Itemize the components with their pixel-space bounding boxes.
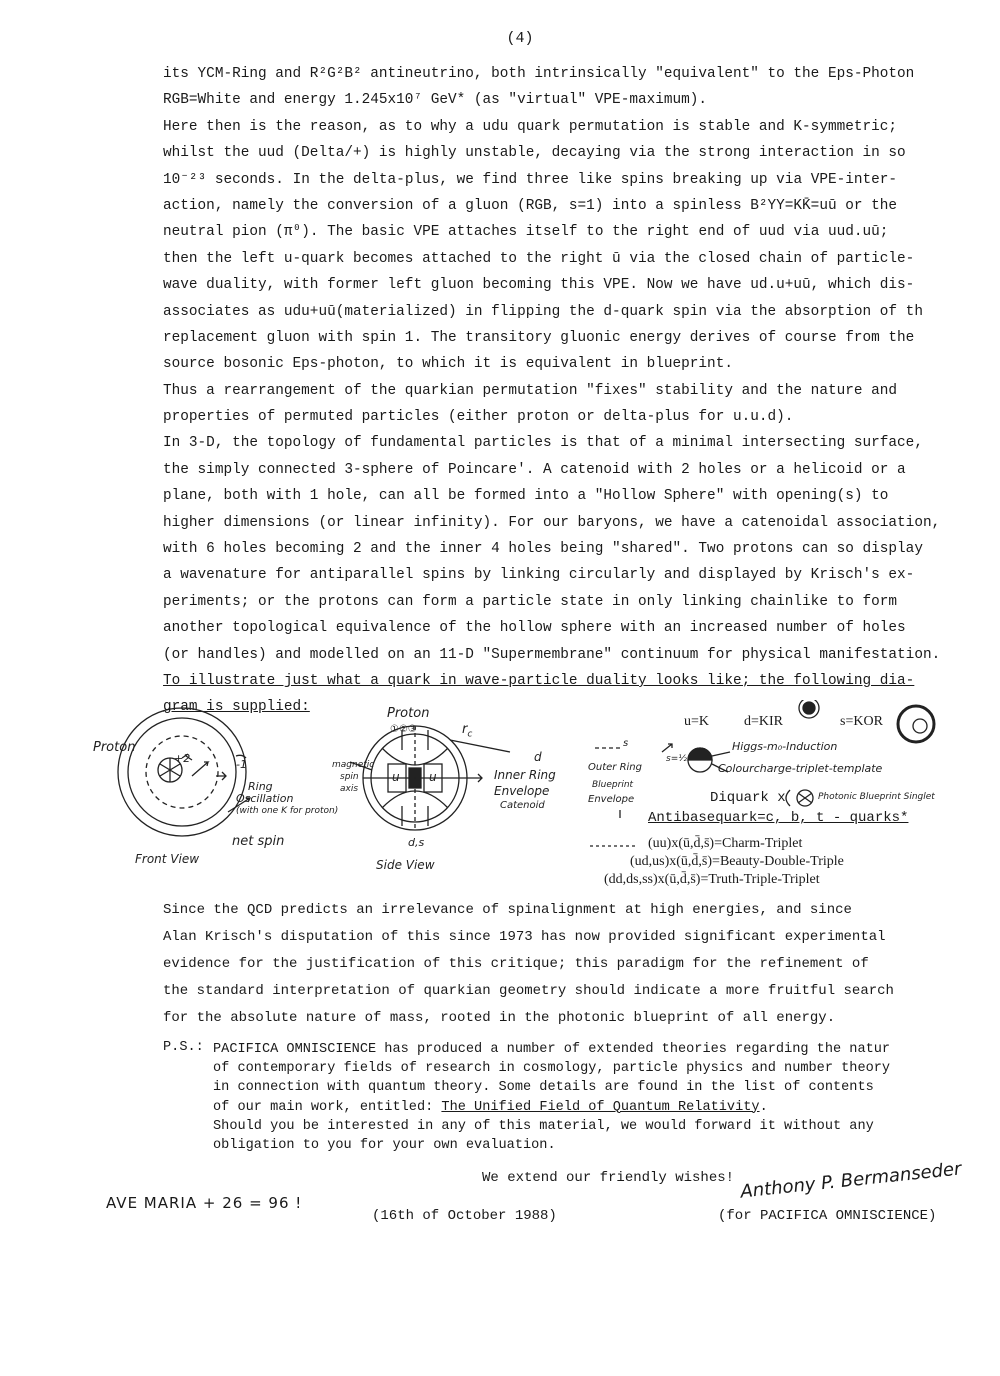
outer-ring-label: Envelope (588, 794, 635, 805)
text-line: a wavenature for antiparallel spins by linking circularly and displayed by Krisch's ex- (163, 567, 915, 584)
text-line: Alan Krisch's disputation of this since 1973 has now provided significant experimental (163, 929, 886, 945)
front-caption: Front View (135, 852, 200, 866)
text-line: associates as udu+uū(materialized) in flipping the d-quark spin via the absorption of th (163, 303, 923, 320)
ring-osc-label: Ring (248, 780, 273, 793)
text-line: (or handles) and modelled on an 11-D "Supermembrane" continuum for physical manifestation. (163, 646, 941, 663)
for-organization: (for PACIFICA OMNISCIENCE) (718, 1208, 937, 1224)
ps-line: of our main work, entitled: The Unified Field of Quantum Relativity. (213, 1099, 768, 1115)
signature: Anthony P. Bermanseder (739, 1158, 963, 1203)
colour-label: Colourcharge-triplet-template (718, 762, 883, 775)
magnetic-label: spin (340, 772, 359, 782)
body-text-bottom (163, 897, 943, 1032)
text-line: for the absolute nature of mass, rooted in the photonic blueprint of all energy. (163, 1010, 836, 1026)
side-top-label: ①②③ (390, 724, 417, 735)
outer-ring-label: Blueprint (592, 780, 634, 790)
inner-ring-label: Envelope (494, 784, 550, 798)
text-line: wave duality, with former left gluon becoming this VPE. Now we have ud.u+uū, which dis- (163, 277, 915, 294)
ring-osc-label: Oscillation (236, 792, 294, 805)
inner-ring-label: Catenoid (500, 800, 545, 811)
charm-triplet: (uu)x(ū,d̄,s̄)=Charm-Triplet (648, 836, 803, 851)
diquark-brace (786, 790, 790, 806)
text-line: source bosonic Eps-photon, to which it is equivalent in blueprint. (163, 356, 733, 373)
text-line-underlined: gram is supplied: (163, 699, 310, 716)
inner-ring-label: Inner Ring (494, 768, 556, 782)
ps-label: P.S.: (163, 1040, 204, 1055)
text-line: neutral pion (π⁰). The basic VPE attaches itself to the right end of uud via uud.uū; (163, 224, 889, 241)
truth-triplet: (dd,ds,ss)x(ū,d̄,s̄)=Truth-Triple-Triplet (604, 872, 820, 887)
u-left-label: u (392, 770, 400, 784)
text-line: Thus a rearrangement of the quarkian permutation "fixes" stability and the nature and (163, 382, 898, 399)
diquark-label: Diquark x (710, 790, 786, 806)
photonic-label: Photonic Blueprint Singlet (818, 792, 935, 802)
envelope-arrow (467, 774, 482, 782)
ps-line: obligation to you for your own evaluation. (213, 1137, 556, 1153)
ave-maria-note: AVE MARIA + 26 = 96 ! (106, 1194, 303, 1212)
magnetic-label: magnetic (332, 760, 375, 770)
antibase-label: Antibasequark=c, b, t - quarks* (648, 810, 909, 826)
skor-label: s=KOR (840, 714, 883, 729)
side-bottom-label: d,s (408, 836, 425, 849)
uk-label: u=K (684, 714, 710, 729)
rc-label: $r_c$ (462, 722, 473, 740)
front-title: Proton (93, 740, 136, 755)
work-title: The Unified Field of Quantum Relativity (441, 1099, 760, 1115)
text-line: evidence for the justification of this critique; this paradigm for the refinement of (163, 956, 869, 972)
text-line: plane, both with 1 hole, can all be formed into a "Hollow Sphere" with opening(s) to (163, 488, 889, 505)
side-caption: Side View (376, 858, 435, 872)
higgs-label: Higgs-m₀-Induction (732, 740, 838, 753)
proton-diagram (90, 700, 950, 890)
body-text-top (163, 61, 943, 721)
side-title: Proton (387, 706, 430, 721)
text-line: 10⁻²³ seconds. In the delta-plus, we find three like spins breaking up via VPE-inter- (163, 171, 898, 188)
closing-text: We extend our friendly wishes! (482, 1170, 735, 1186)
text-line: action, namely the conversion of a gluon (RGB, s=1) into a spinless B²YY=KK̄=uū or the (163, 197, 898, 214)
letter-date: (16th of October 1988) (372, 1208, 557, 1224)
text-line: Here then is the reason, as to why a udu quark permutation is stable and K-symmetric; (163, 118, 898, 135)
text-line: In 3-D, the topology of fundamental particles is that of a minimal intersecting surface, (163, 435, 923, 452)
ps-line: in connection with quantum theory. Some details are found in the list of contents (213, 1080, 874, 1096)
kir-ball-core (803, 702, 815, 714)
text-line: with 6 holes becoming 2 and the inner 4 holes being "shared". Two protons can so display (163, 541, 923, 558)
text-line-underlined: To illustrate just what a quark in wave-particle duality looks like; the following dia- (163, 672, 915, 689)
page-number: (4) (506, 30, 534, 47)
spin-arrow-right (192, 762, 208, 776)
s-half-label: s=½ (666, 754, 687, 764)
kor-ball-inner (913, 719, 927, 733)
text-line: properties of permuted particles (either proton or delta-plus for u.u.d). (163, 409, 794, 426)
d-label: d (534, 750, 542, 764)
photonic-cross (798, 793, 812, 803)
text-line: higher dimensions (or linear infinity). For our baryons, we have a catenoidal association, (163, 514, 941, 531)
higgs-ball-fill (688, 748, 712, 760)
text-line: the simply connected 3-sphere of Poincare'. A catenoid with 2 holes or a helicoid or a (163, 461, 906, 478)
ps-line: of contemporary fields of research in cosmology, particle physics and number theory (213, 1061, 891, 1077)
plus-two-label: +2 (174, 752, 191, 765)
text-line: its YCM-Ring and R²G²B² antineutrino, both intrinsically "equivalent" to the Eps-Photon (163, 66, 915, 82)
s-label: s (623, 738, 629, 749)
u-right-label: u (429, 770, 437, 784)
magnetic-label: axis (340, 784, 359, 794)
text-line: periments; or the protons can form a particle state in only linking chainlike to form (163, 593, 898, 610)
ps-line: Should you be interested in any of this material, we would forward it without any (213, 1118, 874, 1134)
text-line: replacement gluon with spin 1. The transitory gluonic energy derives of course from the (163, 329, 915, 346)
text-line: then the left u-quark becomes attached to the right ū via the closed chain of particle- (163, 250, 915, 267)
spin-tick (662, 744, 672, 752)
text-line: another topological equivalence of the hollow sphere with an increased number of holes (163, 620, 906, 637)
dkir-label: d=KIR (744, 714, 784, 729)
ps-line: PACIFICA OMNISCIENCE has produced a number of extended theories regarding the natur (213, 1042, 891, 1057)
beauty-triplet: (ud,us)x(ū,d̄,s̄)=Beauty-Double-Triple (630, 854, 844, 869)
text-line: whilst the uud (Delta/+) is highly unstable, decaying via the strong interaction in so (163, 145, 906, 162)
text-line: Since the QCD predicts an irrelevance of spinalignment at high energies, and since (163, 902, 852, 918)
net-spin-label: net spin (232, 834, 285, 849)
text-line: the standard interpretation of quarkian geometry should indicate a more fruitful search (163, 983, 894, 999)
minus-one-label: -1 (236, 758, 247, 771)
text-line: RGB=White and energy 1.245x10⁷ GeV* (as "virtual" VPE-maximum). (163, 92, 708, 109)
ring-osc-label: (with one K for proton) (236, 806, 339, 816)
outer-ring-label: Outer Ring (588, 762, 642, 773)
kor-ball (898, 706, 934, 742)
